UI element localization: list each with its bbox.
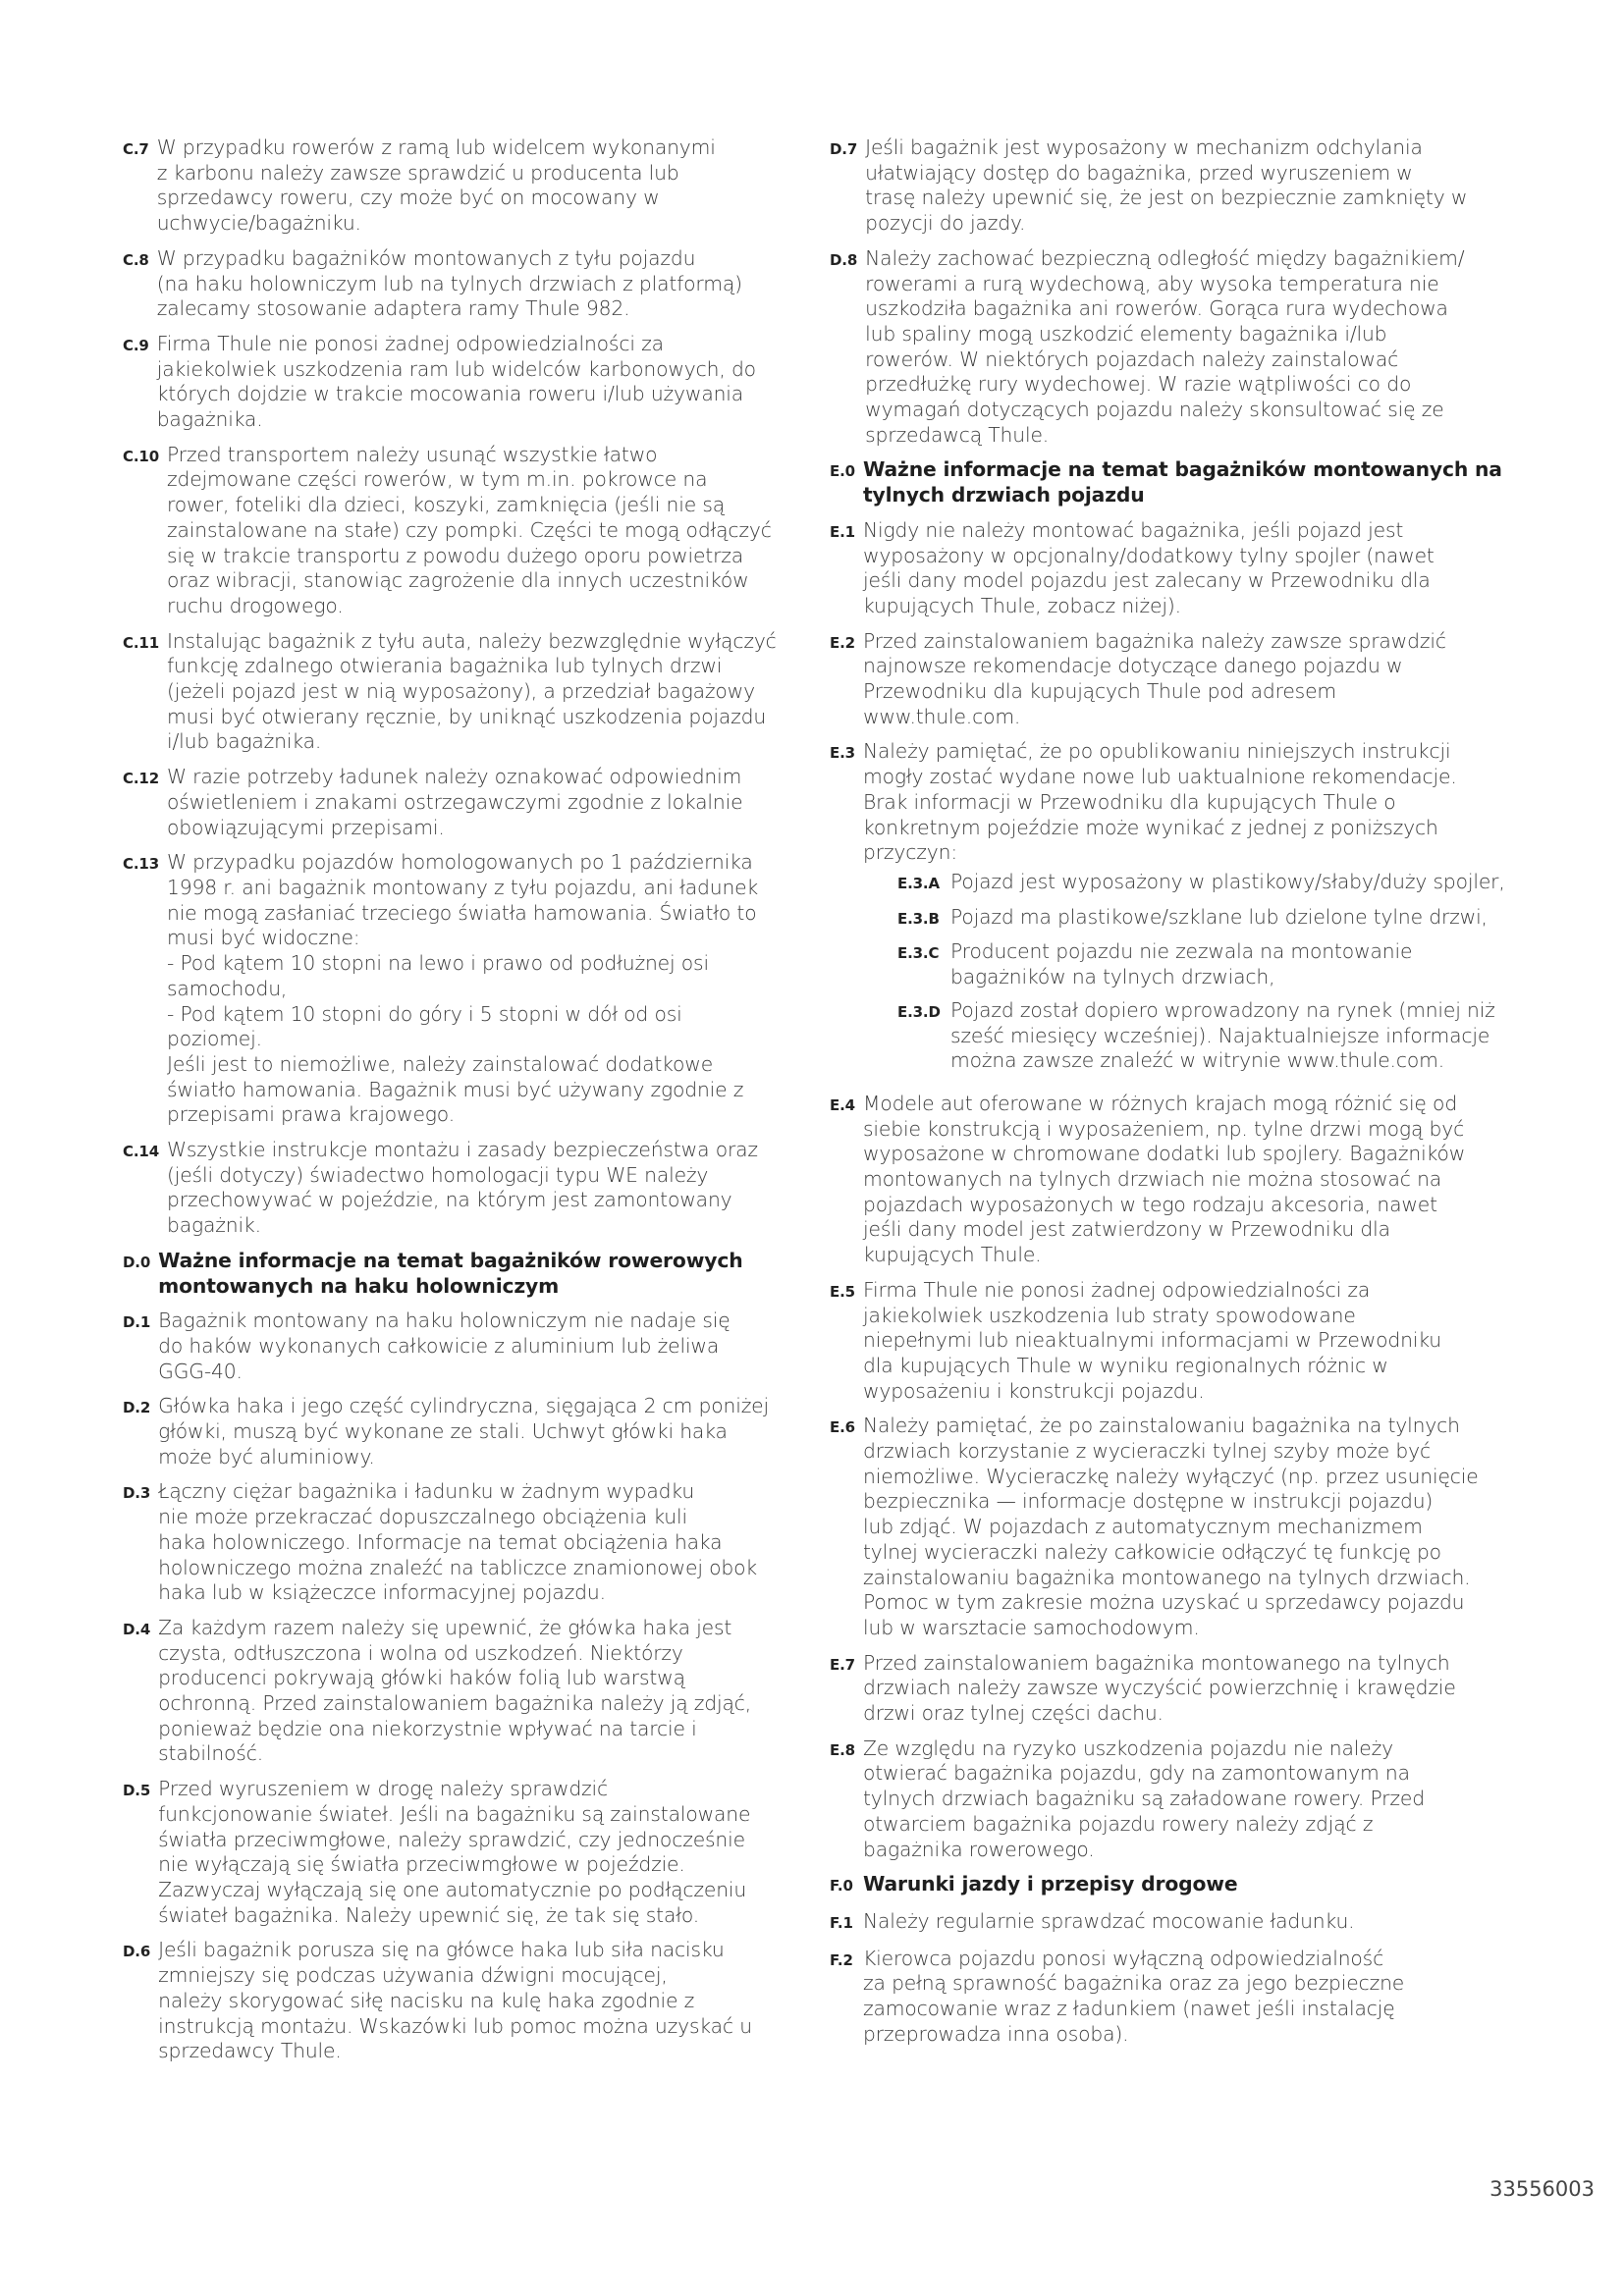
text-line: przepisami prawa krajowego. (166, 1102, 456, 1127)
sub-item-list (897, 870, 1517, 1074)
item-text (863, 1278, 1517, 1405)
text-line: bagażnika rowerowego. (863, 1837, 1095, 1861)
item-text (158, 1777, 810, 1928)
item-text (167, 850, 810, 1128)
instruction-item (830, 1736, 1517, 1863)
text-line: wyposażony w opcjonalny/dodatkowy tylny spojler (nawet (863, 543, 1435, 567)
item-text (157, 135, 810, 237)
text-line: przedłużkę rury wydechowej. W razie wątpliwości co do (865, 372, 1412, 397)
sub-item-text (950, 939, 1517, 989)
text-line: rowerów. W niektórych pojazdach należy zainstalować (865, 347, 1399, 371)
item-text (865, 246, 1517, 449)
instruction-item (830, 1909, 1517, 1937)
item-text (863, 1414, 1517, 1640)
text-line: można zawsze znaleźć w witrynie www.thule.com. (950, 1048, 1445, 1073)
item-code: C.12 (123, 770, 159, 788)
text-line: Warunki jazdy i przepisy drogowe (863, 1872, 1238, 1896)
text-line: uchwycie/bagażniku. (156, 211, 361, 236)
text-line: wyposażeniu i konstrukcji pojazdu. (863, 1378, 1205, 1403)
text-line: Bagażnik montowany na haku holowniczym nie nadaje się (158, 1308, 731, 1333)
instruction-item (830, 1278, 1517, 1405)
item-code: D.4 (123, 1620, 151, 1638)
item-text (157, 332, 810, 433)
text-line: dla kupujących Thule w wyniku regionalnych różnic w (863, 1353, 1388, 1377)
instruction-item (830, 1651, 1517, 1727)
item-text (863, 1651, 1517, 1727)
text-line: holowniczego można znaleźć na tabliczce znamionowej obok (158, 1555, 757, 1579)
text-line: trasę należy upewnić się, że jest on bezpiecznie zamknięty w (865, 186, 1468, 210)
text-line: Należy regularnie sprawdzać mocowanie ładunku. (863, 1909, 1355, 1933)
instruction-item (123, 1479, 810, 1606)
text-line: Przewodniku dla kupujących Thule pod adresem (863, 679, 1337, 704)
instruction-item (123, 1616, 810, 1767)
sub-item (897, 905, 1517, 933)
text-line: Należy pamiętać, że po zainstalowaniu bagażnika na tylnych (863, 1414, 1460, 1438)
text-line: nie wyłączają się światła przeciwmgłowe w pojeździe. (158, 1852, 685, 1877)
text-line: zmniejszy się podczas używania dźwigni mocującej, (158, 1963, 668, 1988)
text-line: zainstalowane na stałe) czy pompki. Części te mogą odłączyć (166, 517, 772, 542)
item-text (863, 1947, 1517, 2048)
text-line: świateł bagażnika. Należy upewnić się, że tak się stało. (158, 1902, 700, 1927)
item-code: C.9 (123, 336, 149, 354)
instruction-item (123, 765, 810, 840)
text-line: z karbonu należy zawsze sprawdzić u producenta lub (156, 160, 679, 185)
item-code: E.6 (830, 1418, 855, 1437)
text-line: (jeśli dotyczy) świadectwo homologacji typu WE należy (166, 1162, 709, 1187)
text-line: Należy zachować bezpieczną odległość między bagażnikiem/ (865, 245, 1465, 270)
text-line: może być aluminiowy. (158, 1444, 375, 1468)
text-line: - Pod kątem 10 stopni do góry i 5 stopni w dół od osi (166, 1001, 682, 1026)
heading-text (863, 457, 1517, 507)
text-line: Kierowca pojazdu ponosi wyłączną odpowiedzialność (863, 1946, 1384, 1970)
text-line: najnowsze rekomendacje dotyczące danego pojazdu w (863, 654, 1403, 678)
text-line: musi być otwierany ręcznie, by uniknąć uszkodzenia pojazdu (166, 704, 767, 728)
item-text (863, 1909, 1517, 1937)
text-line: sprzedawcy Thule. (158, 2039, 342, 2063)
text-line: lub w warsztacie samochodowym. (863, 1615, 1200, 1639)
text-line: Brak informacji w Przewodniku dla kupujących Thule o (863, 789, 1396, 814)
text-line: bezpiecznika — informacje dostępne w instrukcji pojazdu) (863, 1489, 1434, 1514)
right-column (830, 135, 1517, 2057)
text-line: poziomej. (166, 1027, 262, 1051)
sub-item (897, 870, 1517, 897)
text-line: Pojazd jest wyposażony w plastikowy/słaby/duży spojler, (950, 869, 1505, 893)
instruction-item (123, 246, 810, 322)
text-line: Firma Thule nie ponosi żadnej odpowiedzialności za (156, 331, 664, 355)
text-line: Ważne informacje na temat bagażników rowerowych (158, 1248, 743, 1272)
item-code: C.13 (123, 855, 159, 874)
item-text (158, 1308, 810, 1384)
text-line: Przed wyruszeniem w drogę należy sprawdzić (158, 1777, 609, 1801)
text-line: niepełnymi lub nieaktualnymi informacjami w Przewodniku (863, 1328, 1441, 1353)
text-line: rowerami a rurą wydechową, aby wysoka temperatura nie (865, 271, 1439, 295)
text-line: oświetleniem i znakami ostrzegawczymi zgodnie z lokalnie (166, 789, 743, 814)
text-line: (na haku holowniczym lub na tylnych drzwiach z platformą) (156, 271, 742, 295)
text-line: kupujących Thule, zobacz niżej). (863, 593, 1181, 617)
text-line: haka holowniczego. Informacje na temat obciążenia haka (158, 1529, 723, 1554)
text-line: Ze względu na ryzyko uszkodzenia pojazdu nie należy (863, 1735, 1393, 1760)
text-line: do haków wykonanych całkowicie z aluminium lub żeliwa (158, 1333, 720, 1358)
text-line: zalecamy stosowanie adaptera ramy Thule 982. (156, 296, 630, 321)
item-code: E.1 (830, 522, 855, 541)
text-line: oraz wibracji, stanowiąc zagrożenie dla innych uczestników (166, 568, 749, 593)
section-heading (123, 1249, 810, 1299)
item-text (863, 629, 1517, 730)
item-code: D.6 (123, 1943, 151, 1961)
text-line: zamocowanie wraz z ładunkiem (nawet jeśli instalację (863, 1997, 1395, 2021)
text-line: W przypadku bagażników montowanych z tyłu pojazdu (156, 245, 696, 270)
text-line: ruchu drogowego. (166, 593, 344, 617)
item-code: D.2 (123, 1399, 151, 1417)
text-line: www.thule.com. (863, 704, 1021, 728)
text-line: za pełną sprawność bagażnika oraz za jego bezpieczne (863, 1971, 1405, 1996)
item-code: C.14 (123, 1143, 159, 1161)
item-text (158, 1616, 810, 1767)
text-line: Należy pamiętać, że po opublikowaniu niniejszych instrukcji (863, 739, 1451, 764)
item-text (863, 518, 1517, 619)
item-text (167, 443, 810, 619)
text-line: otwierać bagażnika pojazdu, gdy na zamontowanym na (863, 1761, 1410, 1786)
text-line: jeśli dany model jest zatwierdzony w Przewodniku dla (863, 1217, 1390, 1242)
text-line: tylnej wycieraczki należy całkowicie odłączyć tę funkcję po (863, 1539, 1441, 1564)
item-code: E.3 (830, 744, 855, 763)
item-code: E.5 (830, 1282, 855, 1301)
text-line: Jeśli bagażnik jest wyposażony w mechanizm odchylania (865, 135, 1423, 159)
instruction-item (830, 739, 1517, 1081)
text-line: lub spaliny mogą uszkodzić elementy bagażnika i/lub (865, 321, 1387, 346)
text-line: ochronną. Przed zainstalowaniem bagażnika należy ją zdjąć, (158, 1691, 752, 1716)
instruction-item (830, 629, 1517, 730)
item-text (158, 1479, 810, 1606)
item-code: F.0 (830, 1877, 853, 1896)
text-line: Zazwyczaj wyłączają się one automatycznie po podłączeniu (158, 1878, 747, 1901)
text-line: Pojazd ma plastikowe/szklane lub dzielone tylne drzwi, (950, 904, 1488, 929)
text-line: wymagań dotyczących pojazdu należy skonsultować się ze (865, 398, 1444, 422)
item-text (158, 1394, 810, 1469)
text-line: przeprowadza inna osoba). (863, 2021, 1129, 2046)
text-line: (jeżeli pojazd jest w nią wyposażony), a przedział bagażowy (166, 679, 755, 704)
item-code: E.8 (830, 1740, 855, 1759)
text-line: Przed transportem należy usunąć wszystkie łatwo (166, 442, 658, 466)
text-line: stabilność. (158, 1741, 264, 1766)
text-line: kupujących Thule. (863, 1243, 1042, 1267)
instruction-item (123, 135, 810, 237)
item-code: D.5 (123, 1782, 151, 1800)
text-line: Przed zainstalowaniem bagażnika montowanego na tylnych (863, 1650, 1450, 1675)
text-line: sprzedawcą Thule. (865, 422, 1050, 447)
text-line: producenci pokrywają główki haków folią lub warstwą (158, 1666, 685, 1690)
text-line: sprzedawcy roweru, czy może być on mocowany w (156, 186, 660, 210)
item-code: D.7 (830, 140, 858, 158)
item-code: D.8 (830, 250, 858, 269)
sub-item (897, 998, 1517, 1074)
text-line: bagażnika. (156, 407, 263, 432)
text-line: nie może przekraczać dopuszczalnego obciążenia kuli (158, 1505, 687, 1529)
text-line: nie mogą zasłaniać trzeciego światła hamowania. Światło to (166, 900, 757, 925)
text-line: Instalując bagażnik z tyłu auta, należy bezwzględnie wyłączyć (166, 628, 777, 653)
text-line: rower, foteliki dla dzieci, koszyki, zamknięcia (jeśli nie są (166, 493, 726, 517)
text-line: Nigdy nie należy montować bagażnika, jeśli pojazd jest (863, 517, 1404, 542)
text-line: których dojdzie w trakcie mocowania roweru i/lub używania (156, 382, 744, 406)
text-line: niemożliwe. Wycieraczkę należy wyłączyć (np. przez usunięcie (863, 1464, 1479, 1488)
text-line: musi być widoczne: (166, 926, 360, 950)
text-line: jakiekolwiek uszkodzenia lub straty spowodowane (863, 1303, 1356, 1327)
item-code: D.3 (123, 1484, 151, 1503)
text-line: Jeśli jest to niemożliwe, należy zainstalować dodatkowe (166, 1051, 714, 1076)
text-line: przechowywać w pojeździe, na którym jest zamontowany (166, 1188, 732, 1212)
text-line: światła przeciwmgłowe, należy sprawdzić, czy jednocześnie (158, 1827, 745, 1851)
text-line: mogły zostać wydane nowe lub uaktualnione rekomendacje. (863, 765, 1457, 789)
sub-item-code: E.3.A (897, 874, 940, 892)
item-code: E.7 (830, 1655, 855, 1674)
instruction-item (123, 850, 810, 1128)
item-code: F.1 (830, 1914, 853, 1932)
sub-item-text (950, 998, 1517, 1074)
instruction-item (123, 1777, 810, 1928)
item-code: C.11 (123, 633, 159, 652)
text-line: montowanych na haku holowniczym (158, 1273, 560, 1298)
text-line: bagażników na tylnych drzwiach, (950, 965, 1275, 989)
text-line: 1998 r. ani bagażnik montowany z tyłu pojazdu, ani ładunek (166, 875, 759, 899)
instruction-item (830, 518, 1517, 619)
text-line: samochodu, (166, 976, 288, 1000)
text-line: siebie konstrukcją i wyposażeniem, np. tylne drzwi mogą być (863, 1116, 1465, 1141)
text-line: W przypadku pojazdów homologowanych po 1 października (166, 850, 753, 875)
text-line: drzwiach korzystanie z wycieraczki tylnej szyby może być (863, 1439, 1431, 1464)
heading-text (863, 1872, 1517, 1899)
text-line: uszkodziła bagażnika ani rowerów. Gorąca rura wydechowa (865, 296, 1448, 321)
section-heading (830, 1872, 1517, 1899)
item-code: D.0 (123, 1253, 151, 1271)
text-line: czysta, odtłuszczona i wolna od uszkodzeń. Niektórzy (158, 1640, 683, 1665)
text-line: Pojazd został dopiero wprowadzony na rynek (mniej niż (950, 997, 1495, 1022)
text-line: ułatwiający dostęp do bagażnika, przed wyruszeniem w (865, 160, 1413, 185)
item-text (863, 739, 1517, 1081)
text-line: należy skorygować siłę nacisku na kulę haka zgodnie z (158, 1988, 695, 2012)
sub-item-text (950, 870, 1517, 897)
text-line: Wszystkie instrukcje montażu i zasady bezpieczeństwa oraz (166, 1138, 758, 1162)
text-line: Pomoc w tym zakresie można uzyskać u sprzedawcy pojazdu (863, 1590, 1465, 1615)
item-text (863, 1092, 1517, 1268)
instruction-item (123, 443, 810, 619)
text-line: ponieważ będzie ona niekorzystnie wpływać na tarcie i (158, 1716, 697, 1740)
text-line: instrukcją montażu. Wskazówki lub pomoc można uzyskać u (158, 2013, 752, 2038)
text-line: Przed zainstalowaniem bagażnika należy zawsze sprawdzić (863, 628, 1446, 653)
text-line: tylnych drzwiach bagażniku są załadowane rowery. Przed (863, 1787, 1425, 1811)
instruction-item (830, 246, 1517, 449)
instruction-item (830, 1414, 1517, 1640)
text-line: pojazdach wyposażonych w tego rodzaju akcesoria, nawet (863, 1192, 1437, 1216)
item-code: C.7 (123, 140, 149, 158)
text-line: światło hamowania. Bagażnik musi być używany zgodnie z (166, 1077, 744, 1101)
sub-item-code: E.3.D (897, 1002, 941, 1021)
item-code: D.1 (123, 1313, 151, 1332)
instruction-item (123, 1308, 810, 1384)
section-heading (830, 457, 1517, 507)
text-line: Łączny ciężar bagażnika i ładunku w żadnym wypadku (158, 1479, 695, 1504)
item-text (158, 1938, 810, 2064)
item-code: E.4 (830, 1095, 855, 1114)
item-text (167, 1138, 810, 1239)
text-line: GGG-40. (158, 1359, 243, 1383)
text-line: główki, muszą być wykonane ze stali. Uchwyt główki haka (158, 1419, 728, 1444)
text-line: montowanych na tylnych drzwiach nie można stosować na (863, 1167, 1442, 1192)
text-line: Firma Thule nie ponosi żadnej odpowiedzialności za (863, 1277, 1371, 1302)
text-line: Producent pojazdu nie zezwala na montowanie (950, 939, 1413, 964)
text-line: tylnych drzwiach pojazdu (863, 483, 1145, 507)
item-code: E.0 (830, 462, 855, 481)
item-code: C.8 (123, 250, 149, 269)
sub-item-code: E.3.C (897, 944, 940, 963)
text-line: drzwiach należy zawsze wyczyścić powierzchnię i krawędzie (863, 1676, 1456, 1700)
text-line: obowiązującymi przepisami. (166, 815, 445, 839)
text-line: Modele aut oferowane w różnych krajach mogą różnić się od (863, 1091, 1458, 1115)
sub-item-code: E.3.B (897, 909, 940, 928)
text-line: i/lub bagażnika. (166, 729, 322, 754)
text-line: haka lub w książeczce informacyjnej pojazdu. (158, 1580, 606, 1605)
text-line: otwarciem bagażnika pojazdu rowery należy zdjąć z (863, 1811, 1374, 1836)
text-line: jakiekolwiek uszkodzenia ram lub widelców karbonowych, do (156, 356, 756, 381)
item-text (167, 629, 810, 756)
text-line: bagażnik. (166, 1213, 261, 1238)
text-line: lub zdjąć. W pojazdach z automatycznym mechanizmem (863, 1515, 1423, 1539)
instruction-item (123, 1138, 810, 1239)
text-line: Ważne informacje na temat bagażników montowanych na (863, 457, 1502, 482)
text-line: Za każdym razem należy się upewnić, że główka haka jest (158, 1615, 732, 1639)
text-line: drzwi oraz tylnej części dachu. (863, 1701, 1164, 1726)
text-line: wyposażone w chromowane dodatki lub spojlery. Bagażników (863, 1142, 1466, 1166)
instruction-item (123, 1394, 810, 1469)
text-line: jeśli dany model pojazdu jest zalecany w Przewodniku dla (863, 568, 1431, 593)
text-line: sześć miesięcy wcześniej). Najaktualniejsze informacje (950, 1023, 1490, 1047)
text-line: Główka haka i jego część cylindryczna, sięgająca 2 cm poniżej (158, 1394, 769, 1418)
item-text (167, 765, 810, 840)
text-line: zainstalowaniu bagażnika montowanego na tylnych drzwiach. (863, 1565, 1471, 1589)
instruction-item (123, 629, 810, 756)
item-code: F.2 (830, 1950, 853, 1969)
text-line: pozycji do jazdy. (865, 211, 1026, 236)
document-number: 33556003 (1489, 2177, 1595, 2201)
text-line: zdejmowane części rowerów, w tym m.in. pokrowce na (166, 467, 708, 492)
text-line: przyczyn: (863, 840, 957, 865)
sub-item (897, 939, 1517, 989)
item-text (865, 135, 1517, 237)
instruction-item (123, 332, 810, 433)
text-line: W przypadku rowerów z ramą lub widelcem wykonanymi (156, 135, 716, 159)
instruction-item (123, 1938, 810, 2064)
item-code: C.10 (123, 447, 159, 465)
sub-item-text (950, 905, 1517, 933)
text-line: - Pod kątem 10 stopni na lewo i prawo od podłużnej osi (166, 951, 709, 976)
left-column (123, 135, 810, 2074)
instruction-item (830, 135, 1517, 237)
instruction-item (830, 1947, 1517, 2048)
text-line: konkretnym pojeździe może wynikać z jednej z poniższych (863, 815, 1438, 839)
item-text (863, 1736, 1517, 1863)
text-line: funkcjonowanie świateł. Jeśli na bagażniku są zainstalowane (158, 1801, 751, 1826)
text-line: W razie potrzeby ładunek należy oznakować odpowiednim (166, 765, 742, 789)
item-text (157, 246, 810, 322)
heading-text (158, 1249, 810, 1299)
text-line: funkcję zdalnego otwierania bagażnika lub tylnych drzwi (166, 654, 723, 678)
text-line: Jeśli bagażnik porusza się na główce haka lub siła nacisku (158, 1938, 725, 1962)
item-code: E.2 (830, 633, 855, 652)
text-line: się w trakcie transportu z powodu dużego oporu powietrza (166, 543, 744, 567)
instruction-item (830, 1092, 1517, 1268)
